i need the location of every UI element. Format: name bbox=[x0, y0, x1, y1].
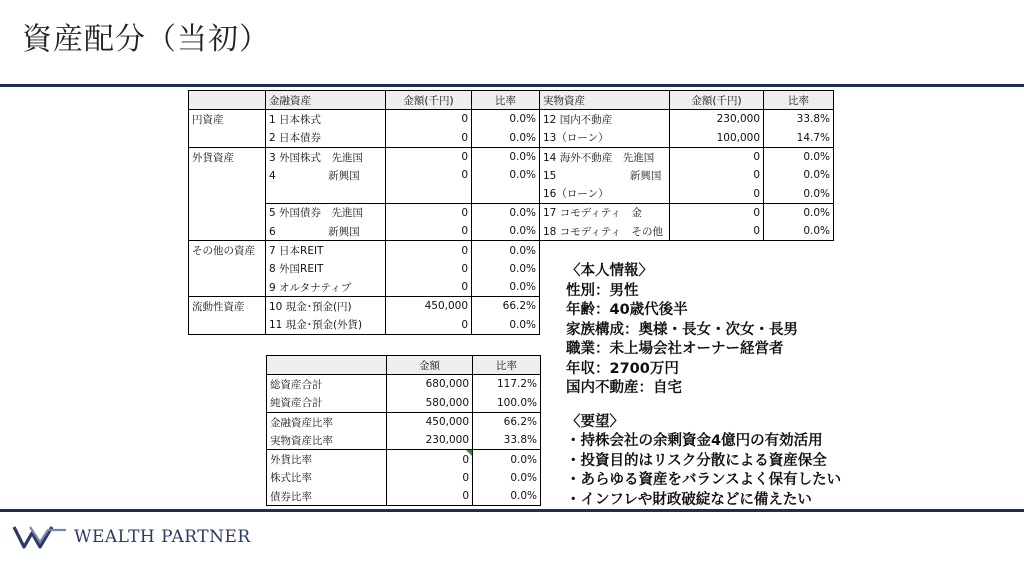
real-ratio-cell: 0.0% bbox=[764, 184, 834, 203]
real-ratio-cell: 0.0% bbox=[764, 166, 834, 184]
summary-amount-cell: 0 bbox=[387, 487, 473, 506]
amount-cell: 0 bbox=[386, 260, 472, 278]
asset-name-cell bbox=[266, 184, 386, 203]
table-row bbox=[267, 431, 541, 450]
summary-ratio-cell: 0.0% bbox=[473, 450, 541, 469]
table-row bbox=[267, 394, 541, 413]
header-cell: 金額(千円) bbox=[386, 91, 472, 110]
category-cell bbox=[189, 129, 266, 148]
ratio-cell: 0.0% bbox=[472, 260, 540, 278]
table-row bbox=[267, 469, 541, 487]
asset-name-cell: 6 新興国 bbox=[266, 222, 386, 241]
real-amount-cell: 230,000 bbox=[670, 110, 764, 129]
header-cell: 金融資産 bbox=[266, 91, 386, 110]
header-cell bbox=[267, 356, 387, 375]
ratio-cell: 0.0% bbox=[472, 129, 540, 148]
table-row bbox=[189, 147, 834, 166]
amount-cell bbox=[386, 184, 472, 203]
category-cell bbox=[189, 316, 266, 335]
asset-name-cell: 8 外国REIT bbox=[266, 260, 386, 278]
summary-ratio-cell: 0.0% bbox=[473, 469, 541, 487]
ratio-cell: 0.0% bbox=[472, 316, 540, 335]
ratio-cell: 0.0% bbox=[472, 166, 540, 184]
ratio-cell: 0.0% bbox=[472, 147, 540, 166]
amount-cell: 0 bbox=[386, 203, 472, 222]
amount-cell: 0 bbox=[386, 166, 472, 184]
asset-name-cell: 10 現金･預金(円) bbox=[266, 297, 386, 316]
asset-name-cell: 9 オルタナティブ bbox=[266, 278, 386, 297]
summary-ratio-cell: 33.8% bbox=[473, 431, 541, 450]
summary-ratio-cell: 66.2% bbox=[473, 412, 541, 431]
summary-amount-cell: 680,000 bbox=[387, 375, 473, 394]
real-amount-cell: 0 bbox=[670, 203, 764, 222]
real-amount-cell: 0 bbox=[670, 166, 764, 184]
summary-amount-cell: 230,000 bbox=[387, 431, 473, 450]
profile-line: 年収：2700万円 bbox=[566, 360, 679, 377]
real-asset-name-cell: 13（ローン） bbox=[540, 129, 670, 148]
header-cell bbox=[189, 91, 266, 110]
category-cell: 外貨資産 bbox=[189, 147, 266, 166]
table-row bbox=[189, 110, 834, 129]
table-row bbox=[189, 129, 834, 148]
amount-cell: 0 bbox=[386, 278, 472, 297]
real-amount-cell: 100,000 bbox=[670, 129, 764, 148]
summary-ratio-cell: 100.0% bbox=[473, 394, 541, 413]
summary-label-cell: 株式比率 bbox=[267, 469, 387, 487]
real-asset-name-cell: 16（ローン） bbox=[540, 184, 670, 203]
amount-cell: 0 bbox=[386, 110, 472, 129]
amount-cell: 450,000 bbox=[386, 297, 472, 316]
profile-line: 年齢：40歳代後半 bbox=[566, 302, 688, 318]
real-asset-name-cell: 17 コモディティ 金 bbox=[540, 203, 670, 222]
category-cell: 流動性資産 bbox=[189, 297, 266, 316]
summary-label-cell: 債券比率 bbox=[267, 487, 387, 506]
amount-cell: 0 bbox=[386, 147, 472, 166]
header-cell: 実物資産 bbox=[540, 91, 670, 110]
request-line: ・投資目的はリスク分散による資産保全 bbox=[566, 452, 827, 469]
real-ratio-cell: 33.8% bbox=[764, 110, 834, 129]
summary-table bbox=[266, 355, 541, 506]
summary-amount-cell: 580,000 bbox=[387, 394, 473, 413]
header-divider bbox=[0, 84, 1024, 87]
table-row bbox=[267, 450, 541, 469]
category-cell bbox=[189, 278, 266, 297]
category-cell: その他の資産 bbox=[189, 241, 266, 260]
header-cell: 比率 bbox=[473, 356, 541, 375]
real-ratio-cell: 0.0% bbox=[764, 147, 834, 166]
real-amount-cell: 0 bbox=[670, 147, 764, 166]
real-ratio-cell: 0.0% bbox=[764, 222, 834, 241]
real-amount-cell: 0 bbox=[670, 184, 764, 203]
summary-amount-cell: 0 bbox=[387, 469, 473, 487]
ratio-cell: 0.0% bbox=[472, 222, 540, 241]
table-row bbox=[189, 222, 834, 241]
table-row bbox=[189, 203, 834, 222]
table-row bbox=[189, 241, 834, 260]
summary-amount-cell: 0 bbox=[387, 450, 473, 469]
amount-cell: 0 bbox=[386, 241, 472, 260]
request-line: ・持株会社の余剰資金4億円の有効活用 bbox=[566, 433, 823, 449]
real-ratio-cell: 14.7% bbox=[764, 129, 834, 148]
summary-amount-cell: 450,000 bbox=[387, 412, 473, 431]
summary-ratio-cell: 0.0% bbox=[473, 487, 541, 506]
client-info-panel bbox=[566, 262, 841, 510]
asset-name-cell: 7 日本REIT bbox=[266, 241, 386, 260]
category-cell bbox=[189, 222, 266, 241]
real-asset-name-cell: 12 国内不動産 bbox=[540, 110, 670, 129]
header-cell: 比率 bbox=[472, 91, 540, 110]
real-asset-name-cell: 18 コモディティ その他 bbox=[540, 222, 670, 241]
table-row bbox=[267, 412, 541, 431]
real-ratio-cell: 0.0% bbox=[764, 203, 834, 222]
summary-label-cell: 外貨比率 bbox=[267, 450, 387, 469]
profile-line: 職業：未上場会社オーナー経営者 bbox=[566, 341, 784, 357]
ratio-cell: 66.2% bbox=[472, 297, 540, 316]
real-amount-cell: 0 bbox=[670, 222, 764, 241]
asset-name-cell: 4 新興国 bbox=[266, 166, 386, 184]
category-cell bbox=[189, 203, 266, 222]
summary-label-cell: 総資産合計 bbox=[267, 375, 387, 394]
category-cell: 円資産 bbox=[189, 110, 266, 129]
table-row bbox=[189, 184, 834, 203]
empty-cell bbox=[670, 241, 764, 260]
profile-heading: 〈本人情報〉 bbox=[566, 263, 653, 279]
asset-name-cell: 5 外国債券 先進国 bbox=[266, 203, 386, 222]
summary-ratio-cell: 117.2% bbox=[473, 375, 541, 394]
logo-text: WEALTH PARTNER bbox=[74, 527, 251, 547]
asset-name-cell: 1 日本株式 bbox=[266, 110, 386, 129]
header-cell: 金額(千円) bbox=[670, 91, 764, 110]
empty-cell bbox=[764, 241, 834, 260]
table-row bbox=[189, 166, 834, 184]
category-cell bbox=[189, 184, 266, 203]
amount-cell: 0 bbox=[386, 222, 472, 241]
table-row bbox=[267, 487, 541, 506]
ratio-cell: 0.0% bbox=[472, 110, 540, 129]
asset-name-cell: 11 現金･預金(外貨) bbox=[266, 316, 386, 335]
table-row bbox=[267, 375, 541, 394]
table-header-row bbox=[189, 91, 834, 110]
page-title: 資産配分（当初） bbox=[22, 22, 270, 57]
amount-cell: 0 bbox=[386, 129, 472, 148]
wealth-partner-logo-icon bbox=[12, 524, 68, 550]
profile-line: 家族構成：奥様・長女・次女・長男 bbox=[566, 321, 798, 338]
requests-heading: 〈要望〉 bbox=[566, 413, 624, 430]
footer-divider bbox=[0, 509, 1024, 512]
summary-label-cell: 金融資産比率 bbox=[267, 412, 387, 431]
company-logo bbox=[12, 524, 251, 550]
real-asset-name-cell: 15 新興国 bbox=[540, 166, 670, 184]
asset-name-cell: 2 日本債券 bbox=[266, 129, 386, 148]
category-cell bbox=[189, 260, 266, 278]
summary-label-cell: 純資産合計 bbox=[267, 394, 387, 413]
ratio-cell: 0.0% bbox=[472, 203, 540, 222]
ratio-cell: 0.0% bbox=[472, 241, 540, 260]
asset-name-cell: 3 外国株式 先進国 bbox=[266, 147, 386, 166]
header-cell: 比率 bbox=[764, 91, 834, 110]
profile-line: 国内不動産：自宅 bbox=[566, 380, 682, 396]
table-header-row bbox=[267, 356, 541, 375]
category-cell bbox=[189, 166, 266, 184]
header-cell: 金額 bbox=[387, 356, 473, 375]
request-line: ・あらゆる資産をバランスよく保有したい bbox=[566, 472, 842, 488]
real-asset-name-cell: 14 海外不動産 先進国 bbox=[540, 147, 670, 166]
request-line: ・インフレや財政破綻などに備えたい bbox=[566, 491, 812, 508]
amount-cell: 0 bbox=[386, 316, 472, 335]
empty-cell bbox=[540, 241, 670, 260]
ratio-cell: 0.0% bbox=[472, 278, 540, 297]
profile-line: 性別：男性 bbox=[566, 282, 639, 299]
ratio-cell bbox=[472, 184, 540, 203]
summary-label-cell: 実物資産比率 bbox=[267, 431, 387, 450]
